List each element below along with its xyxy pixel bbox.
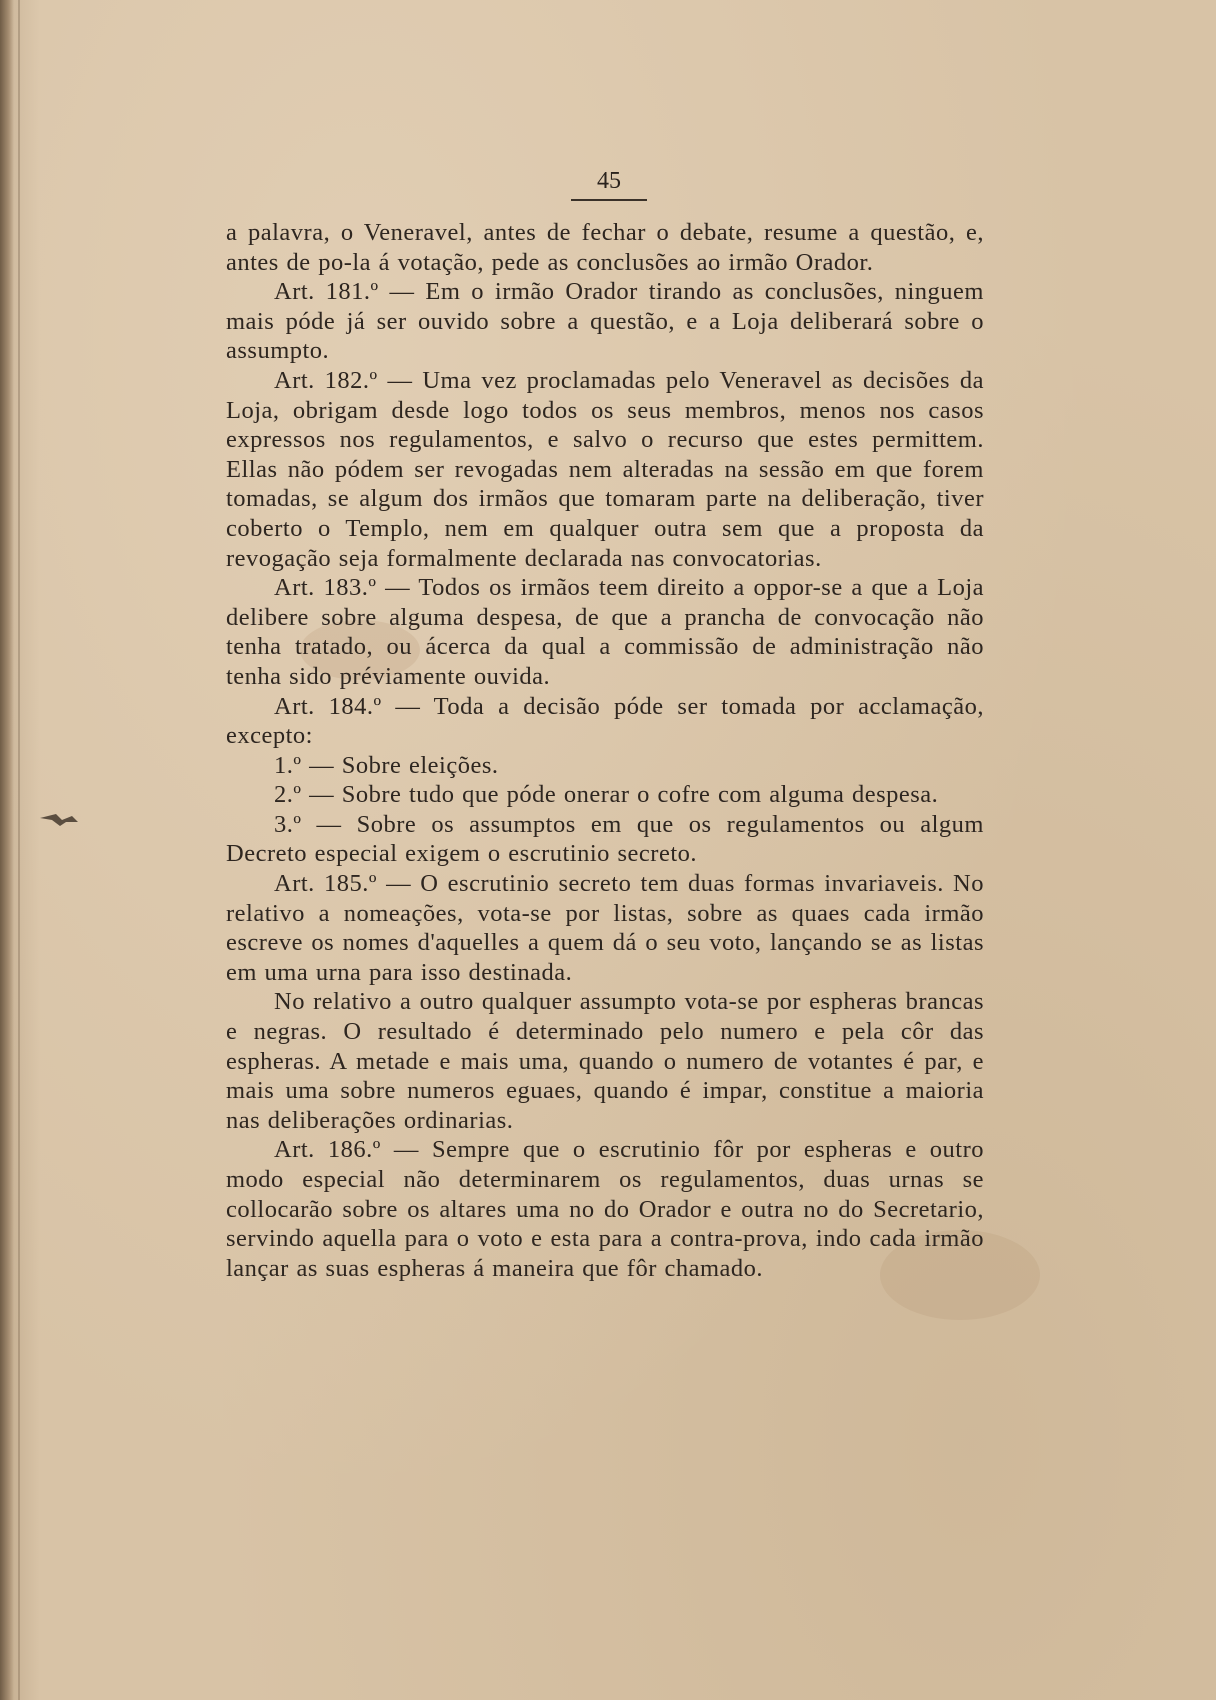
page-number: 45	[597, 168, 621, 194]
paragraph-art-181: Art. 181.º — Em o irmão Orador tirando as conclusões, ninguem mais póde já ser ouvido sobre a questão, e a Loja deliberará sobre o assumpto.	[226, 278, 984, 365]
paragraph-art-184: Art. 184.º — Toda a decisão póde ser tomada por acclamação, excepto:	[226, 692, 984, 750]
gutter-line	[18, 0, 20, 1700]
paragraph: No relativo a outro qualquer assumpto vota-se por espheras brancas e negras. O resultado é determinado pelo numero e pela côr das espheras. A metade e mais uma, quando o numero de votantes é par, e mais uma sobre numeros eguaes, quando é impar, constitue a maioria nas deliberações ordinarias.	[226, 988, 984, 1134]
book-spine-edge	[0, 0, 14, 1700]
ink-mark-icon	[38, 808, 80, 830]
paragraph-art-182: Art. 182.º — Uma vez proclamadas pelo Veneravel as decisões da Loja, obrigam desde logo todos os seus membros, menos nos casos expressos nos regulamentos, e salvo o recurso que estes permittem. Ellas não pódem ser revogadas nem alteradas na sessão em que forem tomadas, se algum dos irmãos que tomaram parte na deliberação, tiver coberto o Templo, nem em qualquer outra sem que a proposta da revogação seja formalmente declarada nas convocatorias.	[226, 366, 984, 572]
paragraph: a palavra, o Veneravel, antes de fechar o debate, resume a questão, e, antes de po-la á votação, pede as conclusões ao irmão Orador.	[226, 219, 984, 276]
list-item: 1.º — Sobre eleições.	[274, 751, 499, 779]
page-number-rule	[571, 199, 647, 201]
paragraph-art-185: Art. 185.º — O escrutinio secreto tem duas formas invariaveis. No relativo a nomeações, vota-se por listas, sobre as quaes cada irmão escreve os nomes d'aquelles a quem dá o seu voto, lançando se as listas em uma urna para isso destinada.	[226, 870, 984, 986]
paragraph-art-183: Art. 183.º — Todos os irmãos teem direito a oppor-se a que a Loja delibere sobre alguma despesa, de que a prancha de convocação não tenha tratado, ou ácerca da qual a commissão de administração não tenha sido préviamente ouvida.	[226, 574, 984, 690]
body-text	[226, 218, 984, 1283]
paragraph-art-186: Art. 186.º — Sempre que o escrutinio fôr por espheras e outro modo especial não determinarem os regulamentos, duas urnas se collocarão sobre os altares uma no do Orador e outra no do Secretario, servindo aquella para o voto e esta para a contra-prova, indo cada irmão lançar as suas espheras á maneira que fôr chamado.	[226, 1136, 984, 1282]
list-item: 3.º — Sobre os assumptos em que os regulamentos ou algum Decreto especial exigem o escrutinio secreto.	[226, 810, 984, 868]
list-item: 2.º — Sobre tudo que póde onerar o cofre com alguma despesa.	[274, 781, 939, 809]
